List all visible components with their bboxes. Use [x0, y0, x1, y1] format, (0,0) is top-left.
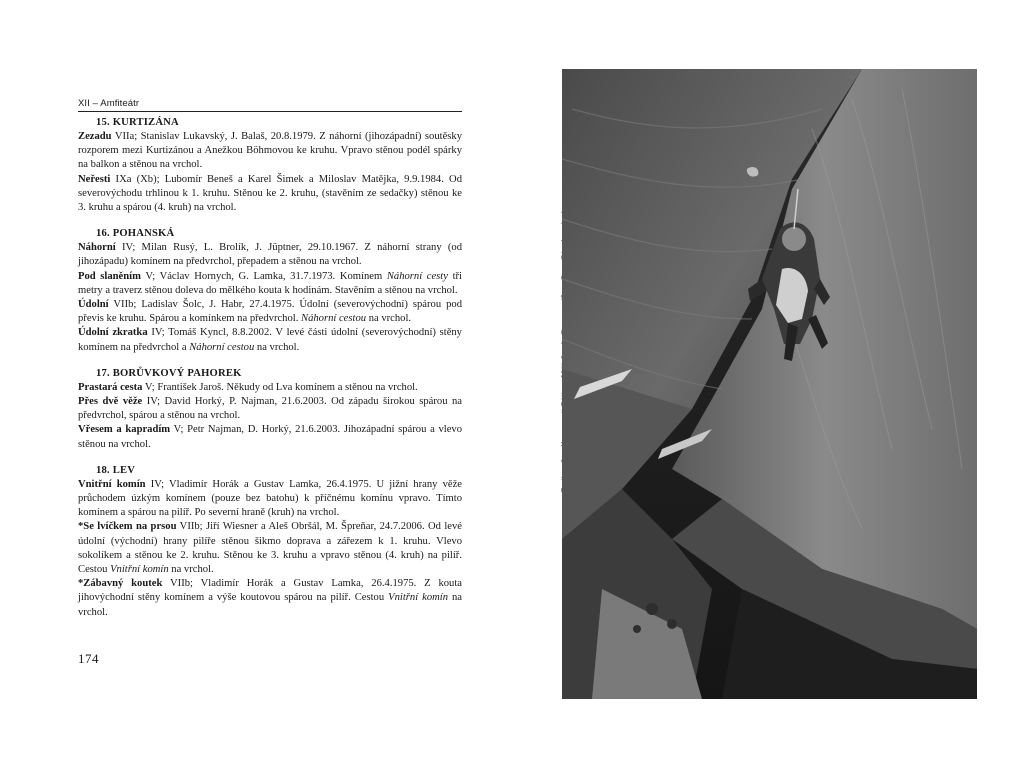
route-reference: Náhorní cestou [301, 313, 367, 325]
route-text: na vrchol. [366, 313, 412, 325]
route-reference: Vnitřní komín [110, 564, 169, 576]
route-name: Neřesti [78, 173, 111, 185]
route-text: na vrchol. [78, 592, 463, 618]
climbing-photo [562, 69, 977, 699]
route-reference: Náhorní cesty [386, 270, 448, 282]
route-text: na vrchol. [168, 564, 214, 576]
route-text: V; Petr Najman, D. Horký, 21.6.2003. Jihozápadní spárou a vlevo stěnou na vrchol. [78, 424, 462, 450]
route-text: IV; Tomáš Kyncl, 8.8.2002. V levé části údolní (severovýchodní) stěny komínem na předvrchol a [78, 327, 462, 353]
route-text: IV; Milan Rusý, L. Brolík, J. Jüptner, 29.10.1967. Z náhorní strany (od jihozápadu) komínem na předvrchol, přepadem a stěnou na vrchol. [78, 242, 462, 268]
section-title: 15. KURTIZÁNA [96, 117, 179, 128]
route-text: V; Václav Hornych, G. Lamka, 31.7.1973. Komínem [140, 270, 387, 282]
route-description [78, 298, 462, 326]
route-description [78, 130, 462, 173]
route-text: VIIb; Vladimír Horák a Gustav Lamka, 26.4.1975. Z kouta jihovýchodní stěny komínem a výše koutovou spárou na pilíř. Cestou [78, 578, 462, 604]
route-description [78, 173, 462, 216]
section-title: 17. BORŮVKOVÝ PAHOREK [96, 367, 242, 379]
route-name: Vnitřní komín [78, 478, 146, 490]
route-name: Pod slaněním [78, 270, 141, 282]
route-description [78, 478, 462, 521]
route-text: na vrchol. [254, 341, 300, 353]
route-text: IV; Vladimír Horák a Gustav Lamka, 26.4.1975. U jižní hrany věže průchodem úzkým komínem (pouze bez batohu) k příčnému komínu vpravo. Tímto komínem a spárou na pilíř. Po severní hraně (kruh) na vrchol. [78, 478, 462, 519]
route-description [78, 520, 462, 577]
route-text: VIIb; Ladislav Šolc, J. Habr, 27.4.1975. Údolní (severovýchodní) spárou pod převis ke kruhu. Spárou a komínkem na předvrchol. [78, 299, 462, 325]
route-section [78, 464, 462, 620]
route-sections [78, 116, 462, 620]
route-reference: Náhorní cestou [189, 341, 255, 353]
route-name: Prastará cesta [78, 381, 143, 393]
route-text: V; František Jaroš. Někudy od Lva komínem a stěnou na vrchol. [142, 381, 418, 393]
route-text: tři metry a traverz stěnou doleva do mělkého kouta k hodinám. Stavěním a stěnou na vrchol. [78, 270, 462, 296]
route-section [78, 227, 462, 355]
route-description [78, 241, 462, 269]
climbing-photo-illustration [562, 69, 977, 699]
route-name: *Zábavný koutek [78, 578, 163, 590]
running-head: XII – Amfiteátr [78, 97, 462, 112]
route-name: Údolní zkratka [78, 327, 148, 339]
route-name: Zezadu [78, 131, 112, 142]
route-text: IXa (Xb); Lubomír Beneš a Karel Šimek a Miloslav Matějka, 9.9.1984. Od severovýchodu trhlinou k 1. kruhu. Stěnou ke 2. kruhu, (stavěním ze sedačky) stěnou ke 3. kruhu a spárou (4. kruh) na vrchol. [78, 173, 462, 214]
route-description [78, 270, 462, 298]
route-description [78, 381, 462, 395]
route-name: Přes dvě věže [78, 396, 143, 408]
route-text: VIIb; Jiří Wiesner a Aleš Obršál, M. Špreňar, 24.7.2006. Od levé údolní (východní) hrany pilíře stěnou šikmo doprava a zářezem k 1. kruhu. Vlevo sokolíkem a stěnou ke 2. kruhu. Stěnou ke 3. kruhu a vpravo stěnou (4. kruh) na pilíř. Cestou [78, 521, 463, 576]
route-name: Náhorní [78, 242, 116, 254]
route-description [78, 423, 462, 451]
route-section [78, 116, 462, 215]
route-name: Vřesem a kapradím [78, 424, 171, 436]
route-name: *Se lvíčkem na prsou [78, 521, 177, 533]
section-title: 18. LEV [96, 464, 136, 476]
route-description [78, 326, 462, 354]
route-name: Údolní [78, 299, 109, 311]
page-number: 174 [78, 651, 99, 666]
route-description [78, 395, 462, 423]
route-section [78, 367, 462, 452]
route-text: VIIa; Stanislav Lukavský, J. Balaš, 20.8.1979. Z náhorní (jihozápadní) soutěsky rozporem mezi Kurtizánou a Anežkou Böhmovou ke kruhu. Vpravo stěnou podél spárky na balkon a stěnou na vrchol. [78, 131, 462, 171]
route-description [78, 577, 462, 620]
route-reference: Vnitřní komín [388, 592, 449, 604]
section-title: 16. POHANSKÁ [96, 228, 175, 240]
route-text: IV; David Horký, P. Najman, 21.6.2003. Od západu širokou spárou na předvrchol, spárou a stěnou na vrchol. [78, 396, 462, 422]
left-page [78, 97, 462, 620]
